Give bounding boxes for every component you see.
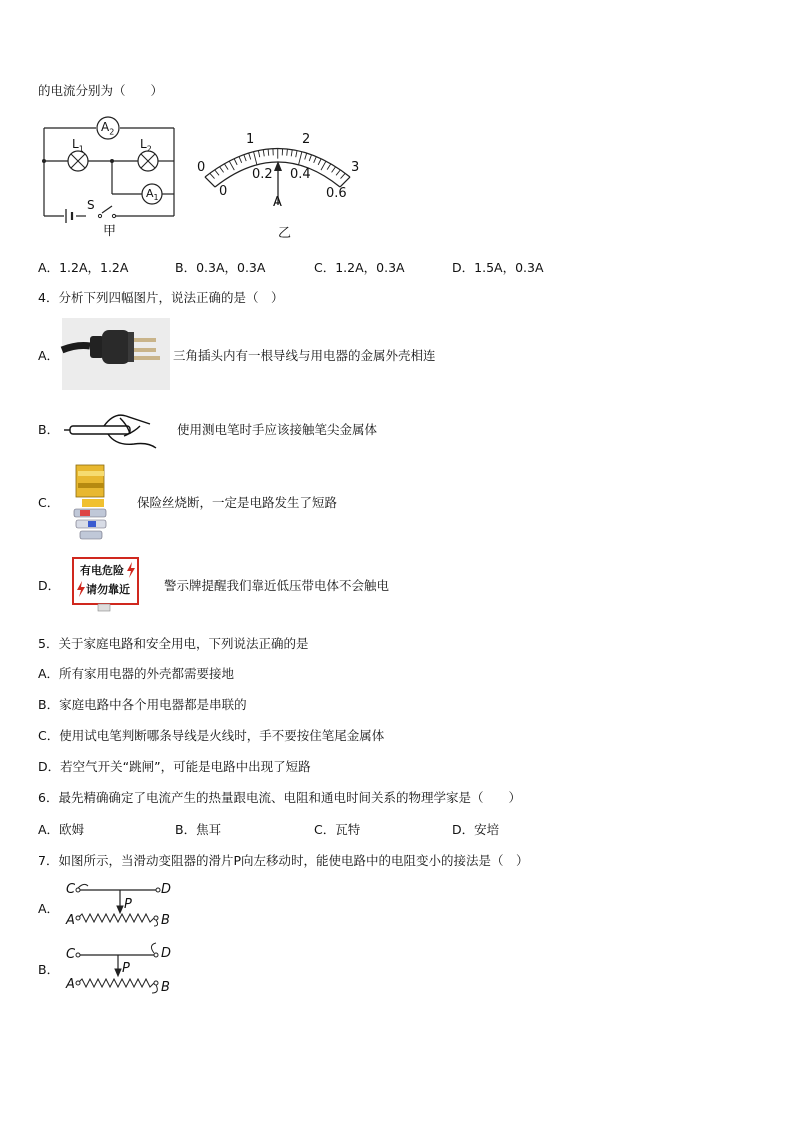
dial-tick	[309, 155, 311, 161]
dial-tick	[254, 152, 257, 165]
dial-outer-3: 3	[351, 160, 360, 175]
dial-tick	[210, 173, 215, 178]
q4-option-d-text: 警示牌提醒我们靠近低压带电体不会触电	[164, 578, 390, 593]
lightning-icon	[76, 581, 86, 597]
q3-option-c: C．1.2A，0.3A	[314, 260, 405, 275]
q5-stem: 5．关于家庭电路和安全用电，下列说法正确的是	[38, 636, 309, 651]
dial-tick	[321, 161, 326, 170]
caption-jia: 甲	[103, 224, 117, 239]
warning-sign-line2: 请勿靠近	[86, 583, 130, 596]
lightning-icon	[126, 562, 136, 578]
label-l2: $L_2$	[140, 137, 152, 154]
dial-needle-label: A	[273, 195, 282, 210]
q7b-label-b: B	[161, 980, 170, 995]
q3-option-b: B．0.3A，0.3A	[175, 260, 266, 275]
q6-option-b: B．焦耳	[175, 822, 222, 837]
q7a-label-p: P	[124, 897, 132, 912]
dial-tick	[258, 151, 259, 158]
dial-tick	[239, 157, 242, 163]
q7-stem: 7．如图所示，当滑动变阻器的滑片P向左移动时，能使电路中的电阻变小的接法是（ ）	[38, 853, 529, 868]
q4-option-b-text: 使用测电笔时手应该接触笔尖金属体	[177, 422, 378, 437]
dial-tick	[244, 155, 246, 161]
rheostat-diagram-b	[64, 941, 176, 996]
q4-option-d-letter: D．	[38, 578, 61, 593]
q6-stem: 6．最先精确确定了电流产生的热量跟电流、电阻和通电时间关系的物理学家是（ ）	[38, 790, 521, 805]
dial-tick	[234, 159, 237, 165]
dial-outer-1: 1	[246, 132, 255, 147]
dial-tick	[215, 170, 219, 175]
dial-tick	[263, 150, 264, 157]
label-a2: $A_2$	[101, 120, 115, 137]
test-pen-hand-image	[64, 404, 164, 454]
q7b-label-p: P	[122, 961, 130, 976]
q5-option-d: D．若空气开关“跳闸”，可能是电路中出现了短路	[38, 759, 311, 774]
three-prong-plug-image	[62, 318, 170, 390]
dial-inner-04: 0.4	[290, 167, 311, 182]
caption-yi: 乙	[278, 226, 292, 241]
dial-tick	[305, 153, 307, 159]
dial-tick	[314, 157, 317, 163]
dial-tick	[268, 149, 269, 156]
q4-option-c-text: 保险丝烧断，一定是电路发生了短路	[137, 495, 338, 510]
q6-option-d: D．安培	[452, 822, 500, 837]
q4-option-a-text: 三角插头内有一根导线与用电器的金属外壳相连	[173, 348, 436, 363]
q3-stem-tail: 的电流分别为（ ）	[38, 83, 164, 98]
q7b-label-a: A	[66, 977, 75, 992]
label-a1: $A_1$	[146, 187, 159, 203]
q7a-label-d: D	[161, 882, 172, 897]
dial-tick	[327, 164, 331, 170]
dial-inner-06: 0.6	[326, 186, 347, 201]
dial-tick	[341, 173, 346, 178]
dial-tick	[318, 159, 321, 165]
q4-option-a-letter: A．	[38, 348, 60, 363]
q4-option-c-letter: C．	[38, 495, 60, 510]
dial-tick	[299, 152, 302, 165]
warning-sign-image	[72, 557, 139, 605]
q4-option-b-letter: B．	[38, 422, 60, 437]
sign-mount-icon	[96, 604, 112, 612]
warning-sign-line1: 有电危险	[80, 564, 124, 577]
q7a-label-c: C	[66, 882, 76, 897]
rheostat-diagram-a	[64, 880, 176, 930]
dial-tick	[205, 177, 215, 187]
dial-inner-0: 0	[219, 184, 228, 199]
q3-option-d: D．1.5A，0.3A	[452, 260, 544, 275]
dial-tick	[296, 151, 297, 158]
dial-outer-2: 2	[302, 132, 311, 147]
q7b-label-c: C	[66, 947, 76, 962]
dial-tick	[229, 161, 234, 170]
q7-option-b-letter: B．	[38, 962, 60, 977]
dial-outer-0: 0	[197, 160, 206, 175]
q5-option-b: B．家庭电路中各个用电器都是串联的	[38, 697, 247, 712]
dial-tick	[336, 170, 340, 175]
lamp-l1-icon	[68, 151, 88, 171]
q4-stem: 4．分析下列四幅图片，说法正确的是（ ）	[38, 290, 284, 305]
label-s: S	[87, 198, 95, 212]
q7-option-a-letter: A．	[38, 901, 60, 916]
dial-tick	[332, 167, 336, 173]
q7b-label-d: D	[161, 946, 172, 961]
dial-tick	[220, 167, 224, 173]
q5-option-a: A．所有家用电器的外壳都需要接地	[38, 666, 235, 681]
q7a-label-a: A	[66, 913, 75, 928]
lamp-l2-icon	[138, 151, 158, 171]
q5-option-c: C．使用试电笔判断哪条导线是火线时，手不要按住笔尾金属体	[38, 728, 385, 743]
q3-option-a: A．1.2A，1.2A	[38, 260, 129, 275]
dial-tick	[287, 149, 288, 156]
dial-tick	[249, 153, 251, 159]
dial-tick	[291, 150, 292, 157]
q6-option-a: A．欧姆	[38, 822, 85, 837]
dial-inner-02: 0.2	[252, 167, 273, 182]
q7a-label-b: B	[161, 913, 170, 928]
fuse-image	[72, 463, 114, 541]
dial-tick	[224, 164, 228, 170]
q6-option-c: C．瓦特	[314, 822, 361, 837]
label-l1: $L_1$	[72, 137, 84, 154]
